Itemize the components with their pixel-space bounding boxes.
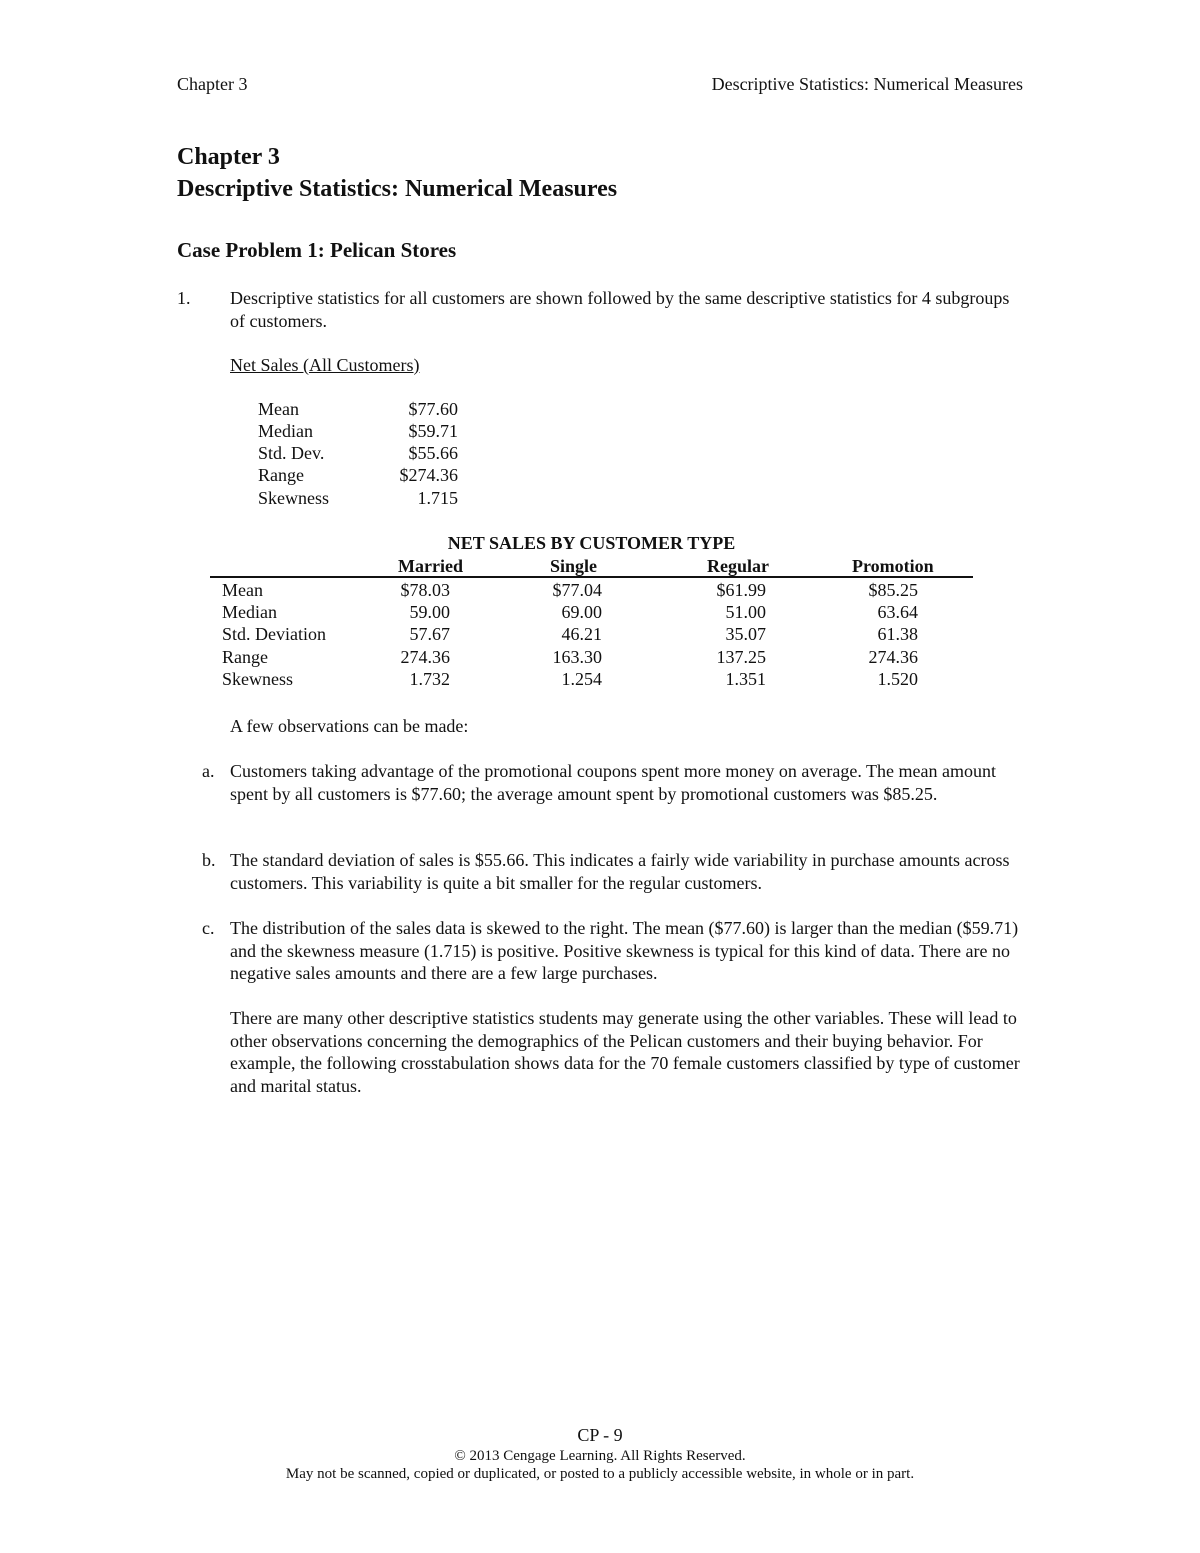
table-row: [0, 647, 1200, 669]
observation-text: Customers taking advantage of the promotional coupons spent more money on average. The mean amount spent by all customers is $77.60; the average amount spent by promotional customers was $85.25.: [230, 761, 996, 804]
cell-regular: 1.351: [725, 669, 766, 689]
table-row: [0, 669, 1200, 691]
cell-promotion: 1.520: [877, 669, 918, 689]
stat-label: Std. Dev.: [258, 443, 325, 463]
cell-regular: 51.00: [725, 602, 766, 622]
observation-text: The distribution of the sales data is skewed to the right. The mean ($77.60) is larger than the median ($59.71) and the skewness measure (1.715) is positive. Positive skewness is typical for this kind of data. There are no negative sales amounts and there are a few large purchases.: [230, 918, 1019, 983]
chapter-subtitle: Descriptive Statistics: Numerical Measures: [177, 176, 618, 202]
cell-promotion: 61.38: [877, 624, 918, 644]
stat-value: $59.71: [408, 421, 458, 441]
stat-label: Skewness: [258, 488, 329, 508]
row-label: Skewness: [222, 669, 293, 689]
stat-row: [258, 465, 458, 487]
cell-promotion: 63.64: [877, 602, 918, 622]
observation-letter: c.: [202, 918, 215, 938]
stat-value: 1.715: [417, 488, 458, 508]
column-header-married: Married: [398, 556, 463, 576]
cell-regular: $61.99: [716, 580, 766, 600]
cell-regular: 137.25: [716, 647, 766, 667]
stat-row: [258, 399, 458, 421]
column-header-promotion: Promotion: [852, 556, 934, 576]
stat-row: [258, 421, 458, 443]
cell-single: 46.21: [561, 624, 602, 644]
cell-married: 1.732: [409, 669, 450, 689]
table-row: [0, 624, 1200, 646]
stat-row: [258, 443, 458, 465]
column-header-single: Single: [550, 556, 598, 576]
table-row: [0, 602, 1200, 624]
stat-value: $55.66: [408, 443, 458, 463]
chapter-title: Chapter 3: [177, 144, 280, 170]
stat-label: Median: [258, 421, 313, 441]
observations-intro: A few observations can be made:: [230, 716, 469, 736]
cell-single: 69.00: [561, 602, 602, 622]
row-label: Range: [222, 647, 268, 667]
column-header-regular: Regular: [707, 556, 769, 576]
stat-row: [258, 488, 458, 510]
cell-promotion: 274.36: [868, 647, 918, 667]
cell-married: 274.36: [400, 647, 450, 667]
running-header-right: Descriptive Statistics: Numerical Measures: [711, 74, 1023, 94]
cell-married: $78.03: [400, 580, 450, 600]
table-header-rule: [210, 576, 973, 578]
net-sales-heading: Net Sales (All Customers): [230, 355, 420, 375]
stat-label: Range: [258, 465, 304, 485]
closing-paragraph: There are many other descriptive statistics students may generate using the other variables. These will lead to other observations concerning the demographics of the Pelican customers and their buying behavior. For example, the following crosstabulation shows data for the 70 female customers classified by type of customer and marital status.: [230, 1008, 1020, 1096]
row-label: Std. Deviation: [222, 624, 326, 644]
cell-married: 57.67: [409, 624, 450, 644]
table-row: [0, 580, 1200, 602]
row-label: Median: [222, 602, 277, 622]
cell-married: 59.00: [409, 602, 450, 622]
stat-value: $77.60: [408, 399, 458, 419]
stat-label: Mean: [258, 399, 299, 419]
cell-single: 1.254: [561, 669, 602, 689]
copyright: © 2013 Cengage Learning. All Rights Reserved.: [454, 1448, 746, 1464]
table-title: NET SALES BY CUSTOMER TYPE: [447, 533, 736, 553]
cell-promotion: $85.25: [868, 580, 918, 600]
observation-letter: b.: [202, 850, 216, 870]
cell-single: $77.04: [552, 580, 602, 600]
cell-single: 163.30: [552, 647, 602, 667]
page-number: CP - 9: [577, 1425, 623, 1445]
running-header-left: Chapter 3: [177, 74, 248, 94]
item-text: Descriptive statistics for all customers are shown followed by the same descriptive statistics for 4 subgroups of customers.: [230, 288, 1010, 331]
cell-regular: 35.07: [725, 624, 766, 644]
row-label: Mean: [222, 580, 263, 600]
observation-letter: a.: [202, 761, 215, 781]
item-number: 1.: [177, 288, 191, 308]
case-problem-title: Case Problem 1: Pelican Stores: [177, 238, 457, 262]
observation-text: The standard deviation of sales is $55.66. This indicates a fairly wide variability in purchase amounts across customers. This variability is quite a bit smaller for the regular customers.: [230, 850, 1010, 893]
reproduction-notice: May not be scanned, copied or duplicated, or posted to a publicly accessible website, in whole or in part.: [285, 1466, 915, 1482]
stat-value: $274.36: [399, 465, 458, 485]
